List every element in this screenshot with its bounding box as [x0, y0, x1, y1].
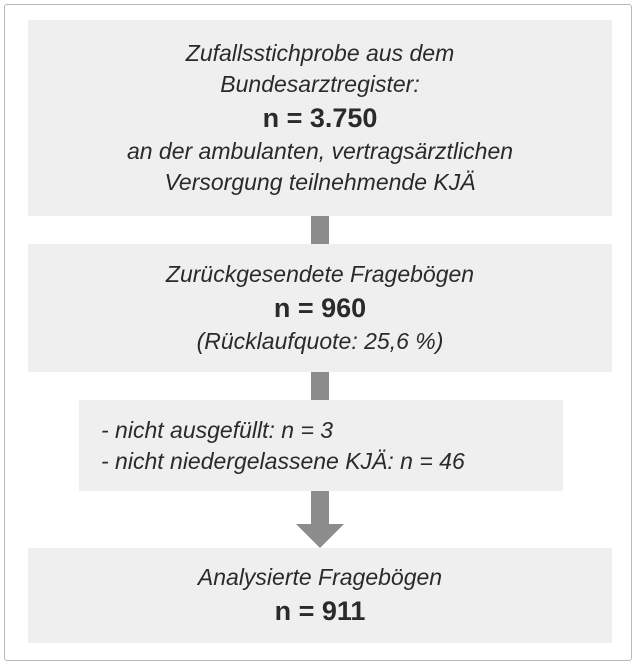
sample-count: n = 3.750 — [262, 103, 378, 133]
returned-box — [28, 244, 612, 372]
sample-line-4: Versorgung teilnehmende KJÄ — [164, 169, 476, 195]
sample-box — [28, 20, 612, 216]
response-rate-note: (Rücklaufquote: 25,6 %) — [196, 328, 444, 354]
exclusion-item: - nicht ausgefüllt: n = 3 — [101, 416, 334, 443]
returned-count: n = 960 — [273, 293, 367, 323]
exclusion-item: - nicht niedergelassene KJÄ: n = 46 — [101, 447, 465, 474]
down-arrow-icon — [296, 491, 344, 548]
sample-line-1: Zufallsstichprobe aus dem — [185, 40, 455, 66]
sample-line-3: an der ambulanten, vertragsärztlichen — [126, 138, 514, 164]
analyzed-count: n = 911 — [274, 596, 366, 626]
analyzed-title: Analysierte Fragebögen — [197, 564, 443, 590]
connector-2 — [311, 372, 329, 400]
analyzed-box — [28, 548, 612, 643]
sample-line-2: Bundesarztregister: — [220, 71, 420, 97]
exclusion-box — [79, 400, 563, 491]
connector-1 — [311, 216, 329, 244]
returned-title: Zurückgesendete Fragebögen — [165, 261, 475, 287]
